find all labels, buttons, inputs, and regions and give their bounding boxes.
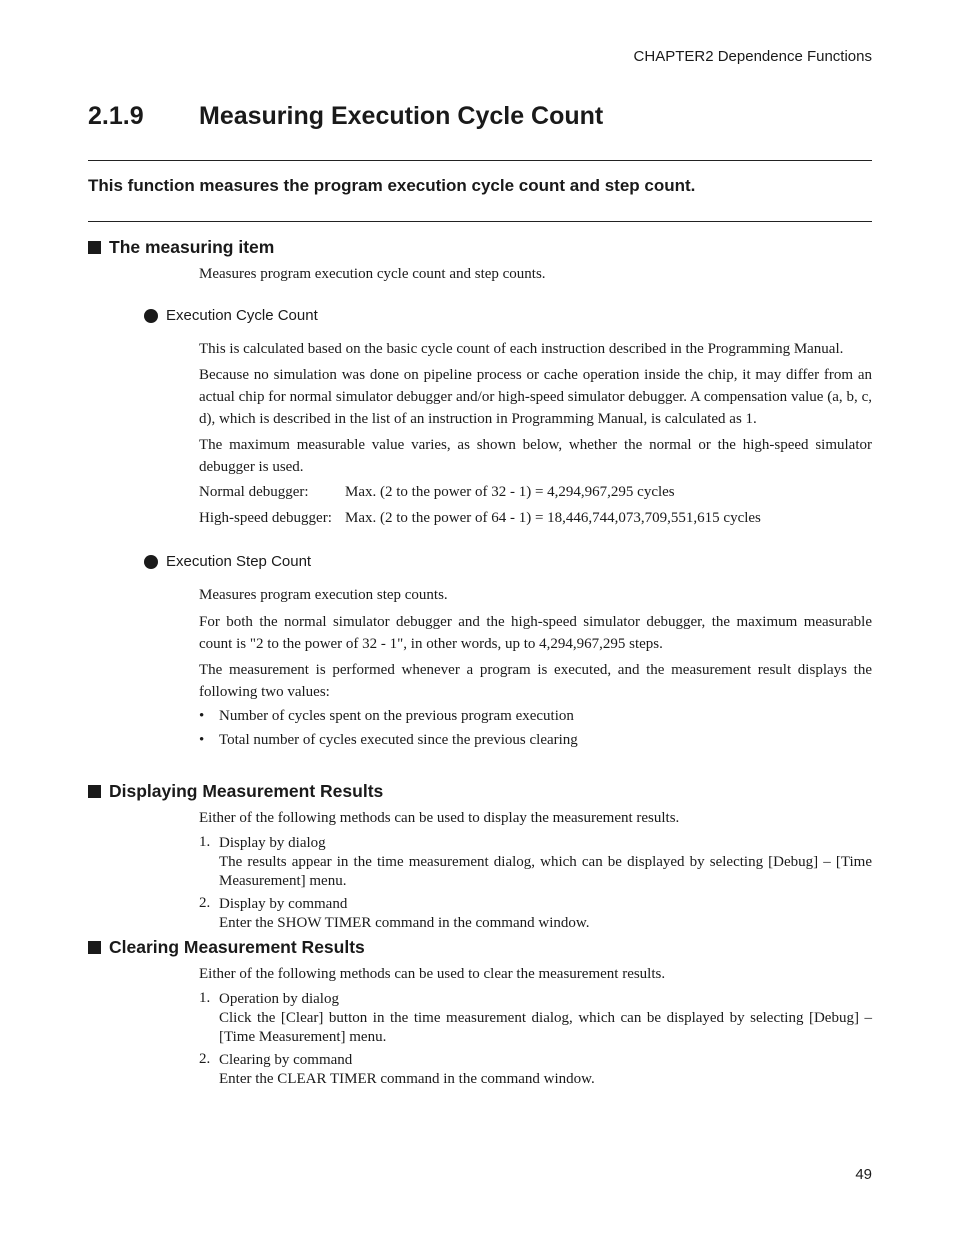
divider-top xyxy=(88,160,872,161)
item-number: 2. xyxy=(199,1051,211,1067)
section-summary: This function measures the program execution cycle count and step count. xyxy=(88,176,696,195)
square-bullet-icon xyxy=(88,941,101,954)
highspeed-debugger-row xyxy=(199,510,761,527)
numbered-item xyxy=(199,990,872,1047)
bullet-dot: • xyxy=(199,708,205,724)
heading-execution-cycle-count-text: Execution Cycle Count xyxy=(166,307,318,324)
step-paragraph-3: The measurement is performed whenever a program is executed, and the measurement result displays the following two values: xyxy=(199,662,872,700)
circle-bullet-icon xyxy=(144,555,158,569)
heading-measuring-item xyxy=(88,237,274,258)
list-item-text: Total number of cycles executed since the previous clearing xyxy=(219,732,578,748)
highspeed-debugger-value: Max. (2 to the power of 64 - 1) = 18,446,744,073,709,551,615 cycles xyxy=(345,510,761,526)
highspeed-debugger-label: High-speed debugger: xyxy=(199,510,332,526)
clearing-intro: Either of the following methods can be used to clear the measurement results. xyxy=(199,966,666,982)
numbered-item xyxy=(199,1051,872,1089)
bullet-dot: • xyxy=(199,732,205,748)
normal-debugger-label: Normal debugger: xyxy=(199,484,309,500)
list-item-text: Number of cycles spent on the previous program execution xyxy=(219,708,574,724)
running-header: CHAPTER2 Dependence Functions xyxy=(633,48,872,65)
item-number: 2. xyxy=(199,895,211,911)
measuring-item-intro: Measures program execution cycle count and step counts. xyxy=(199,266,546,282)
heading-displaying-results xyxy=(88,781,383,802)
item-text: Click the [Clear] button in the time measurement dialog, which can be displayed by selecting [Debug] – [Time Measurement] menu. xyxy=(219,1010,872,1045)
heading-execution-step-count xyxy=(144,553,311,570)
step-paragraph-2: For both the normal simulator debugger and the high-speed simulator debugger, the maximum measurable count is "2 to the power of 32 - 1", in other words, up to 4,294,967,295 steps. xyxy=(199,614,872,652)
item-number: 1. xyxy=(199,834,211,850)
step-paragraph-1: Measures program execution step counts. xyxy=(199,587,448,603)
page-title: Measuring Execution Cycle Count xyxy=(199,102,604,130)
divider-bottom xyxy=(88,221,872,222)
heading-displaying-results-text: Displaying Measurement Results xyxy=(109,781,384,801)
circle-bullet-icon xyxy=(144,309,158,323)
cycle-paragraph-2: Because no simulation was done on pipeline process or cache operation inside the chip, it may differ from an actual chip for normal simulator debugger and/or high-speed simulator debugger. A compensation value (a, b, c, d), which is described in the list of an instruction in Programming Manual, is calculated as 1. xyxy=(199,367,872,427)
numbered-item xyxy=(199,895,872,933)
normal-debugger-row xyxy=(199,484,675,501)
page-number: 49 xyxy=(855,1166,872,1183)
item-text: Enter the CLEAR TIMER command in the command window. xyxy=(219,1071,595,1087)
list-item xyxy=(199,708,574,725)
item-title: Display by dialog xyxy=(219,835,326,851)
numbered-item xyxy=(199,834,872,891)
item-title: Clearing by command xyxy=(219,1052,353,1068)
cycle-paragraph-3: The maximum measurable value varies, as shown below, whether the normal or the high-speed simulator debugger is used. xyxy=(199,437,872,475)
item-title: Display by command xyxy=(219,896,348,912)
heading-execution-step-count-text: Execution Step Count xyxy=(166,553,312,570)
square-bullet-icon xyxy=(88,785,101,798)
heading-clearing-results xyxy=(88,937,365,958)
heading-clearing-results-text: Clearing Measurement Results xyxy=(109,937,365,957)
heading-execution-cycle-count xyxy=(144,307,318,324)
normal-debugger-value: Max. (2 to the power of 32 - 1) = 4,294,967,295 cycles xyxy=(345,484,675,500)
displaying-intro: Either of the following methods can be used to display the measurement results. xyxy=(199,810,680,826)
section-number: 2.1.9 xyxy=(88,102,144,130)
square-bullet-icon xyxy=(88,241,101,254)
list-item xyxy=(199,732,578,749)
item-text: Enter the SHOW TIMER command in the command window. xyxy=(219,915,590,931)
item-title: Operation by dialog xyxy=(219,991,339,1007)
item-number: 1. xyxy=(199,990,211,1006)
heading-measuring-item-text: The measuring item xyxy=(109,237,275,257)
cycle-paragraph-1: This is calculated based on the basic cycle count of each instruction described in the Programming Manual. xyxy=(199,341,844,357)
item-text: The results appear in the time measurement dialog, which can be displayed by selecting [Debug] – [Time Measurement] menu. xyxy=(219,854,872,889)
